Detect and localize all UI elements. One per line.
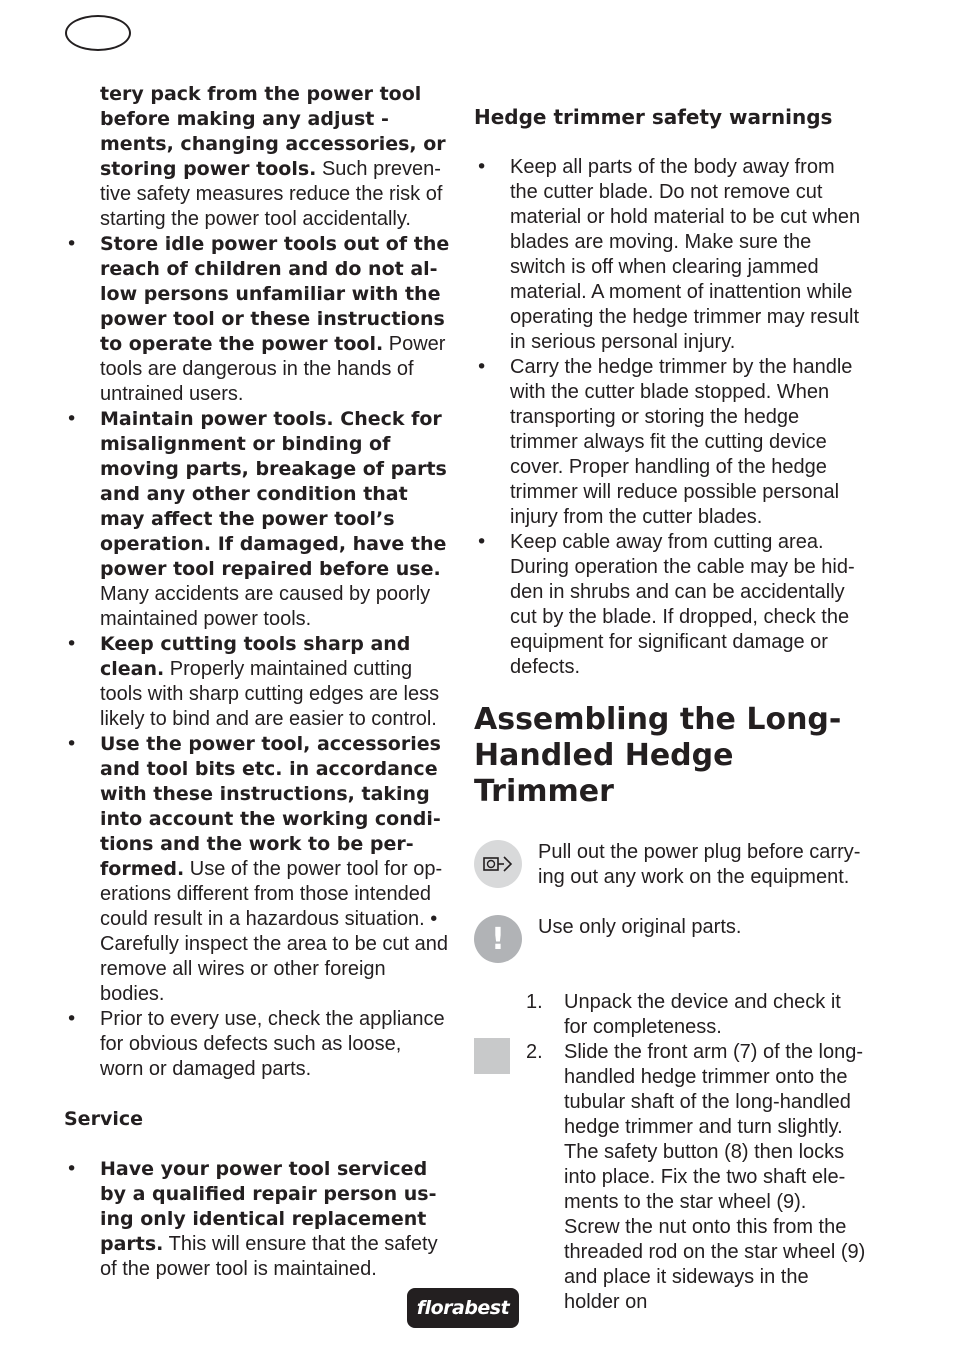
body-text: Many accidents are caused by poorly maintained power tools. bbox=[100, 583, 431, 630]
bold-text: Maintain power tools. Check for misalignment or binding of moving parts, breakage of parts and any other condition that may affect the power tool’s operation. If damaged, have the power tool repaired before use. bbox=[100, 408, 447, 580]
bullet-mark: • bbox=[476, 356, 488, 378]
body-text: Properly maintained cutting tools with sharp cutting edges are less likely to bind and are easier to control. bbox=[100, 658, 440, 730]
left-column bbox=[64, 82, 450, 1282]
body-text: This will ensure that the safety of the power tool is maintained. bbox=[100, 1233, 438, 1280]
bold-text: Store idle power tools out of the reach of children and do not al- low persons unfamiliar with the power tool or these instructions to operate the power tool. bbox=[100, 233, 450, 355]
step-text: Slide the front arm (7) of the long- handled hedge trimmer onto the tubular shaft of the long-handled hedge trimmer and turn slightly. The safety button (8) then locks into place. Fix the two shaft ele- ments to the star wheel (9). Screw the nut onto this from the threaded rod on the star wheel (9) and place it sideways in the holder on bbox=[564, 1041, 866, 1313]
paragraph-battery-pack bbox=[64, 82, 450, 232]
hedge-safety-heading: Hedge trimmer safety warnings bbox=[474, 105, 833, 129]
note-text: Pull out the power plug before carry- ing out any work on the equipment. bbox=[538, 841, 861, 888]
bullet-mark: • bbox=[476, 156, 488, 178]
power-plug-icon bbox=[474, 840, 522, 888]
bullet-mark: • bbox=[66, 408, 78, 430]
note-text: Use only original parts. bbox=[538, 916, 742, 938]
warning-icon: ! bbox=[474, 915, 522, 963]
step-number: 2. bbox=[526, 1041, 543, 1063]
bullet-cable bbox=[474, 530, 866, 680]
bold-text: Use the power tool, accessories and tool bits etc. in accordance with these instructions, taking into account the working condi- tions and the work to be per- formed. bbox=[100, 733, 441, 880]
body-text: Such preven- tive safety measures reduce the risk of starting the power tool accidentally. bbox=[100, 158, 443, 230]
bullet-mark: • bbox=[66, 1008, 78, 1030]
body-text: Power tools are dangerous in the hands of untrained users. bbox=[100, 333, 446, 405]
bullet-service bbox=[64, 1157, 450, 1282]
step-number: 1. bbox=[526, 991, 543, 1013]
bullet-prior-check bbox=[64, 1007, 450, 1082]
bullet-mark: • bbox=[66, 1158, 78, 1180]
body-text: Prior to every use, check the appliance for obvious defects such as loose, worn or damaged parts. bbox=[100, 1008, 445, 1080]
note-power-plug bbox=[474, 840, 866, 890]
bullet-mark: • bbox=[66, 733, 78, 755]
bullet-mark: • bbox=[66, 233, 78, 255]
grey-marker bbox=[474, 1038, 510, 1074]
bullet-cutting-tools bbox=[64, 632, 450, 732]
assembly-steps bbox=[474, 990, 866, 1315]
bullet-use-accordance bbox=[64, 732, 450, 1007]
right-column bbox=[474, 82, 866, 1315]
language-badge bbox=[65, 15, 131, 51]
bold-text: tery pack from the power tool before making any adjust -ments, changing accessories, or storing power tools. bbox=[100, 83, 446, 180]
bullet-body-away bbox=[474, 155, 866, 355]
service-heading: Service bbox=[64, 1108, 143, 1130]
body-text: Use of the power tool for op- erations different from those intended could result in a hazardous situation. • Carefully inspect the area to be cut and remove all wires or other foreign bodies. bbox=[100, 858, 448, 1005]
bold-text: Keep cutting tools sharp and clean. bbox=[100, 633, 411, 680]
step-item bbox=[526, 990, 866, 1040]
florabest-logo bbox=[407, 1288, 519, 1328]
bullet-mark: • bbox=[476, 531, 488, 553]
logo-text: florabest bbox=[416, 1297, 510, 1319]
bullet-carry bbox=[474, 355, 866, 530]
step-item bbox=[526, 1040, 866, 1315]
bullet-maintain-tools bbox=[64, 407, 450, 632]
body-text: Carry the hedge trimmer by the handle with the cutter blade stopped. When transporting or storing the hedge trimmer always fit the cutting device cover. Proper handling of the hedge trimmer will reduce possible personal injury from the cutter blades. bbox=[510, 356, 853, 528]
assembling-heading: Assembling the Long-Handled Hedge Trimmer bbox=[474, 702, 842, 809]
body-text: Keep all parts of the body away from the cutter blade. Do not remove cut material or hold material to be cut when blades are moving. Make sure the switch is off when clearing jammed material. A moment of inattention while operating the hedge trimmer may result in serious personal injury. bbox=[510, 156, 861, 353]
bullet-mark: • bbox=[66, 633, 78, 655]
bold-text: Have your power tool serviced by a qualified repair person us- ing only identical replacement parts. bbox=[100, 1158, 437, 1255]
bullet-store-idle-tools bbox=[64, 232, 450, 407]
note-original-parts bbox=[474, 915, 866, 965]
body-text: Keep cable away from cutting area. During operation the cable may be hid- den in shrubs and can be accidentally cut by the blade. If dropped, check the equipment for significant damage or defects. bbox=[510, 531, 855, 678]
step-text: Unpack the device and check it for completeness. bbox=[564, 991, 841, 1038]
